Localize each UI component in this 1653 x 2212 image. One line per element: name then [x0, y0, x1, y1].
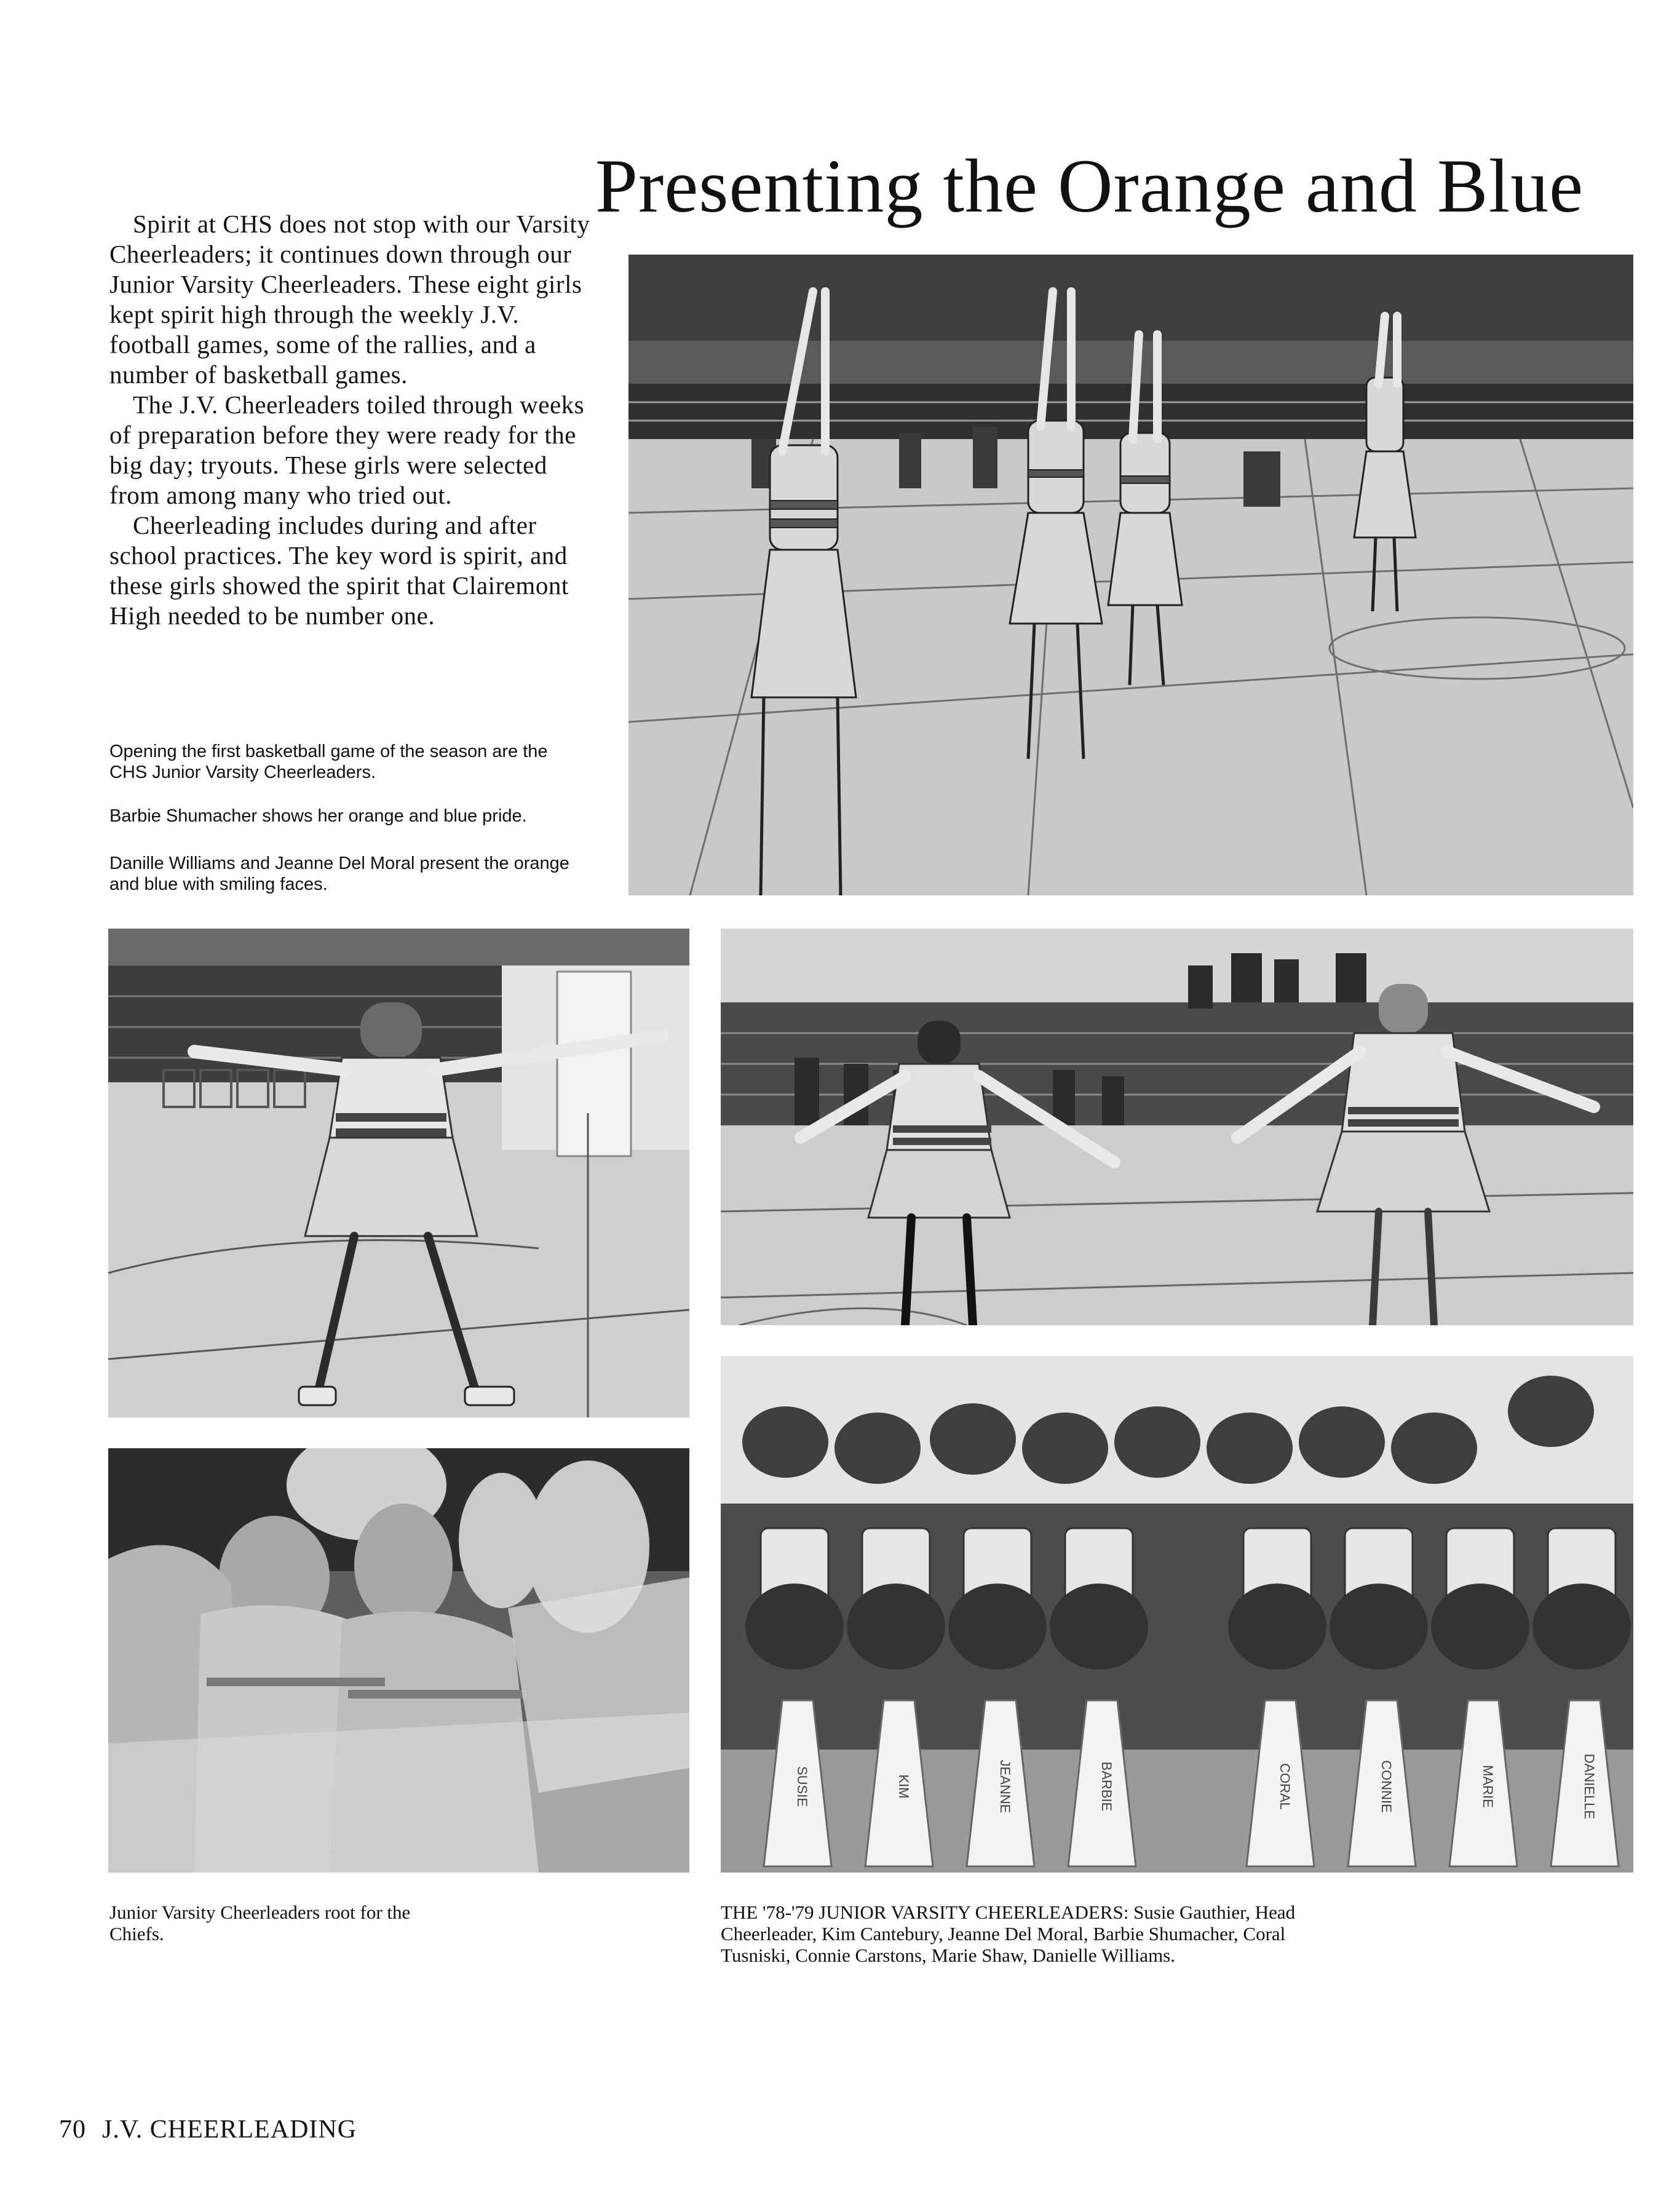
photo-squad: [721, 1356, 1633, 1873]
section-title: J.V. CHEERLEADING: [102, 2115, 357, 2144]
photo-danille-jeanne: [721, 929, 1633, 1325]
photo-root-chiefs: [108, 1448, 689, 1873]
megaphone-label: DANIELLE: [1582, 1753, 1597, 1820]
megaphone-label: MARIE: [1480, 1765, 1496, 1808]
body-text: [109, 209, 595, 631]
caption-danille-jeanne: Danille Williams and Jeanne Del Moral present the orange and blue with smiling faces.: [109, 854, 569, 894]
megaphone-label: CORAL: [1277, 1763, 1293, 1810]
caption-barbie: Barbie Shumacher shows her orange and blue pride.: [109, 806, 527, 826]
photo-barbie: [108, 929, 689, 1417]
caption-squad: THE '78-'79 JUNIOR VARSITY CHEERLEADERS: Susie Gauthier, Head Cheerleader, Kim Cantebury, Jeanne Del Moral, Barbie Shumacher, Coral Tusniski, Connie Carstons, Marie Shaw, Danielle Williams.: [721, 1901, 1296, 1966]
photo-opening-game: [628, 255, 1633, 895]
caption-opening-game: Opening the first basketball game of the season are the CHS Junior Varsity Cheerleaders.: [109, 742, 548, 782]
page-footer: [59, 2114, 373, 2145]
body-paragraph: Cheerleading includes during and after school practices. The key word is spirit, and these girls showed the spirit that Clairemont High needed to be number one.: [109, 511, 569, 630]
caption-root-chiefs: Junior Varsity Cheerleaders root for the Chiefs.: [109, 1901, 411, 1944]
page-number: 70: [59, 2115, 86, 2144]
megaphone-label: JEANNE: [997, 1759, 1013, 1814]
body-paragraph: The J.V. Cheerleaders toiled through weeks of preparation before they were ready for the big day; tryouts. These girls were selected from among many who tried out.: [109, 390, 585, 509]
megaphone-label: CONNIE: [1379, 1760, 1394, 1813]
page-headline: Presenting the Orange and Blue: [595, 144, 1584, 228]
megaphone-label: BARBIE: [1099, 1761, 1114, 1812]
megaphone-label: SUSIE: [795, 1766, 810, 1807]
megaphone-label: KIM: [896, 1774, 911, 1799]
body-paragraph: Spirit at CHS does not stop with our Varsity Cheerleaders; it continues down through our Junior Varsity Cheerleaders. These eight girls kept spirit high through the weekly J.V. football games, some of the rallies, and a number of basketball games.: [109, 210, 590, 389]
